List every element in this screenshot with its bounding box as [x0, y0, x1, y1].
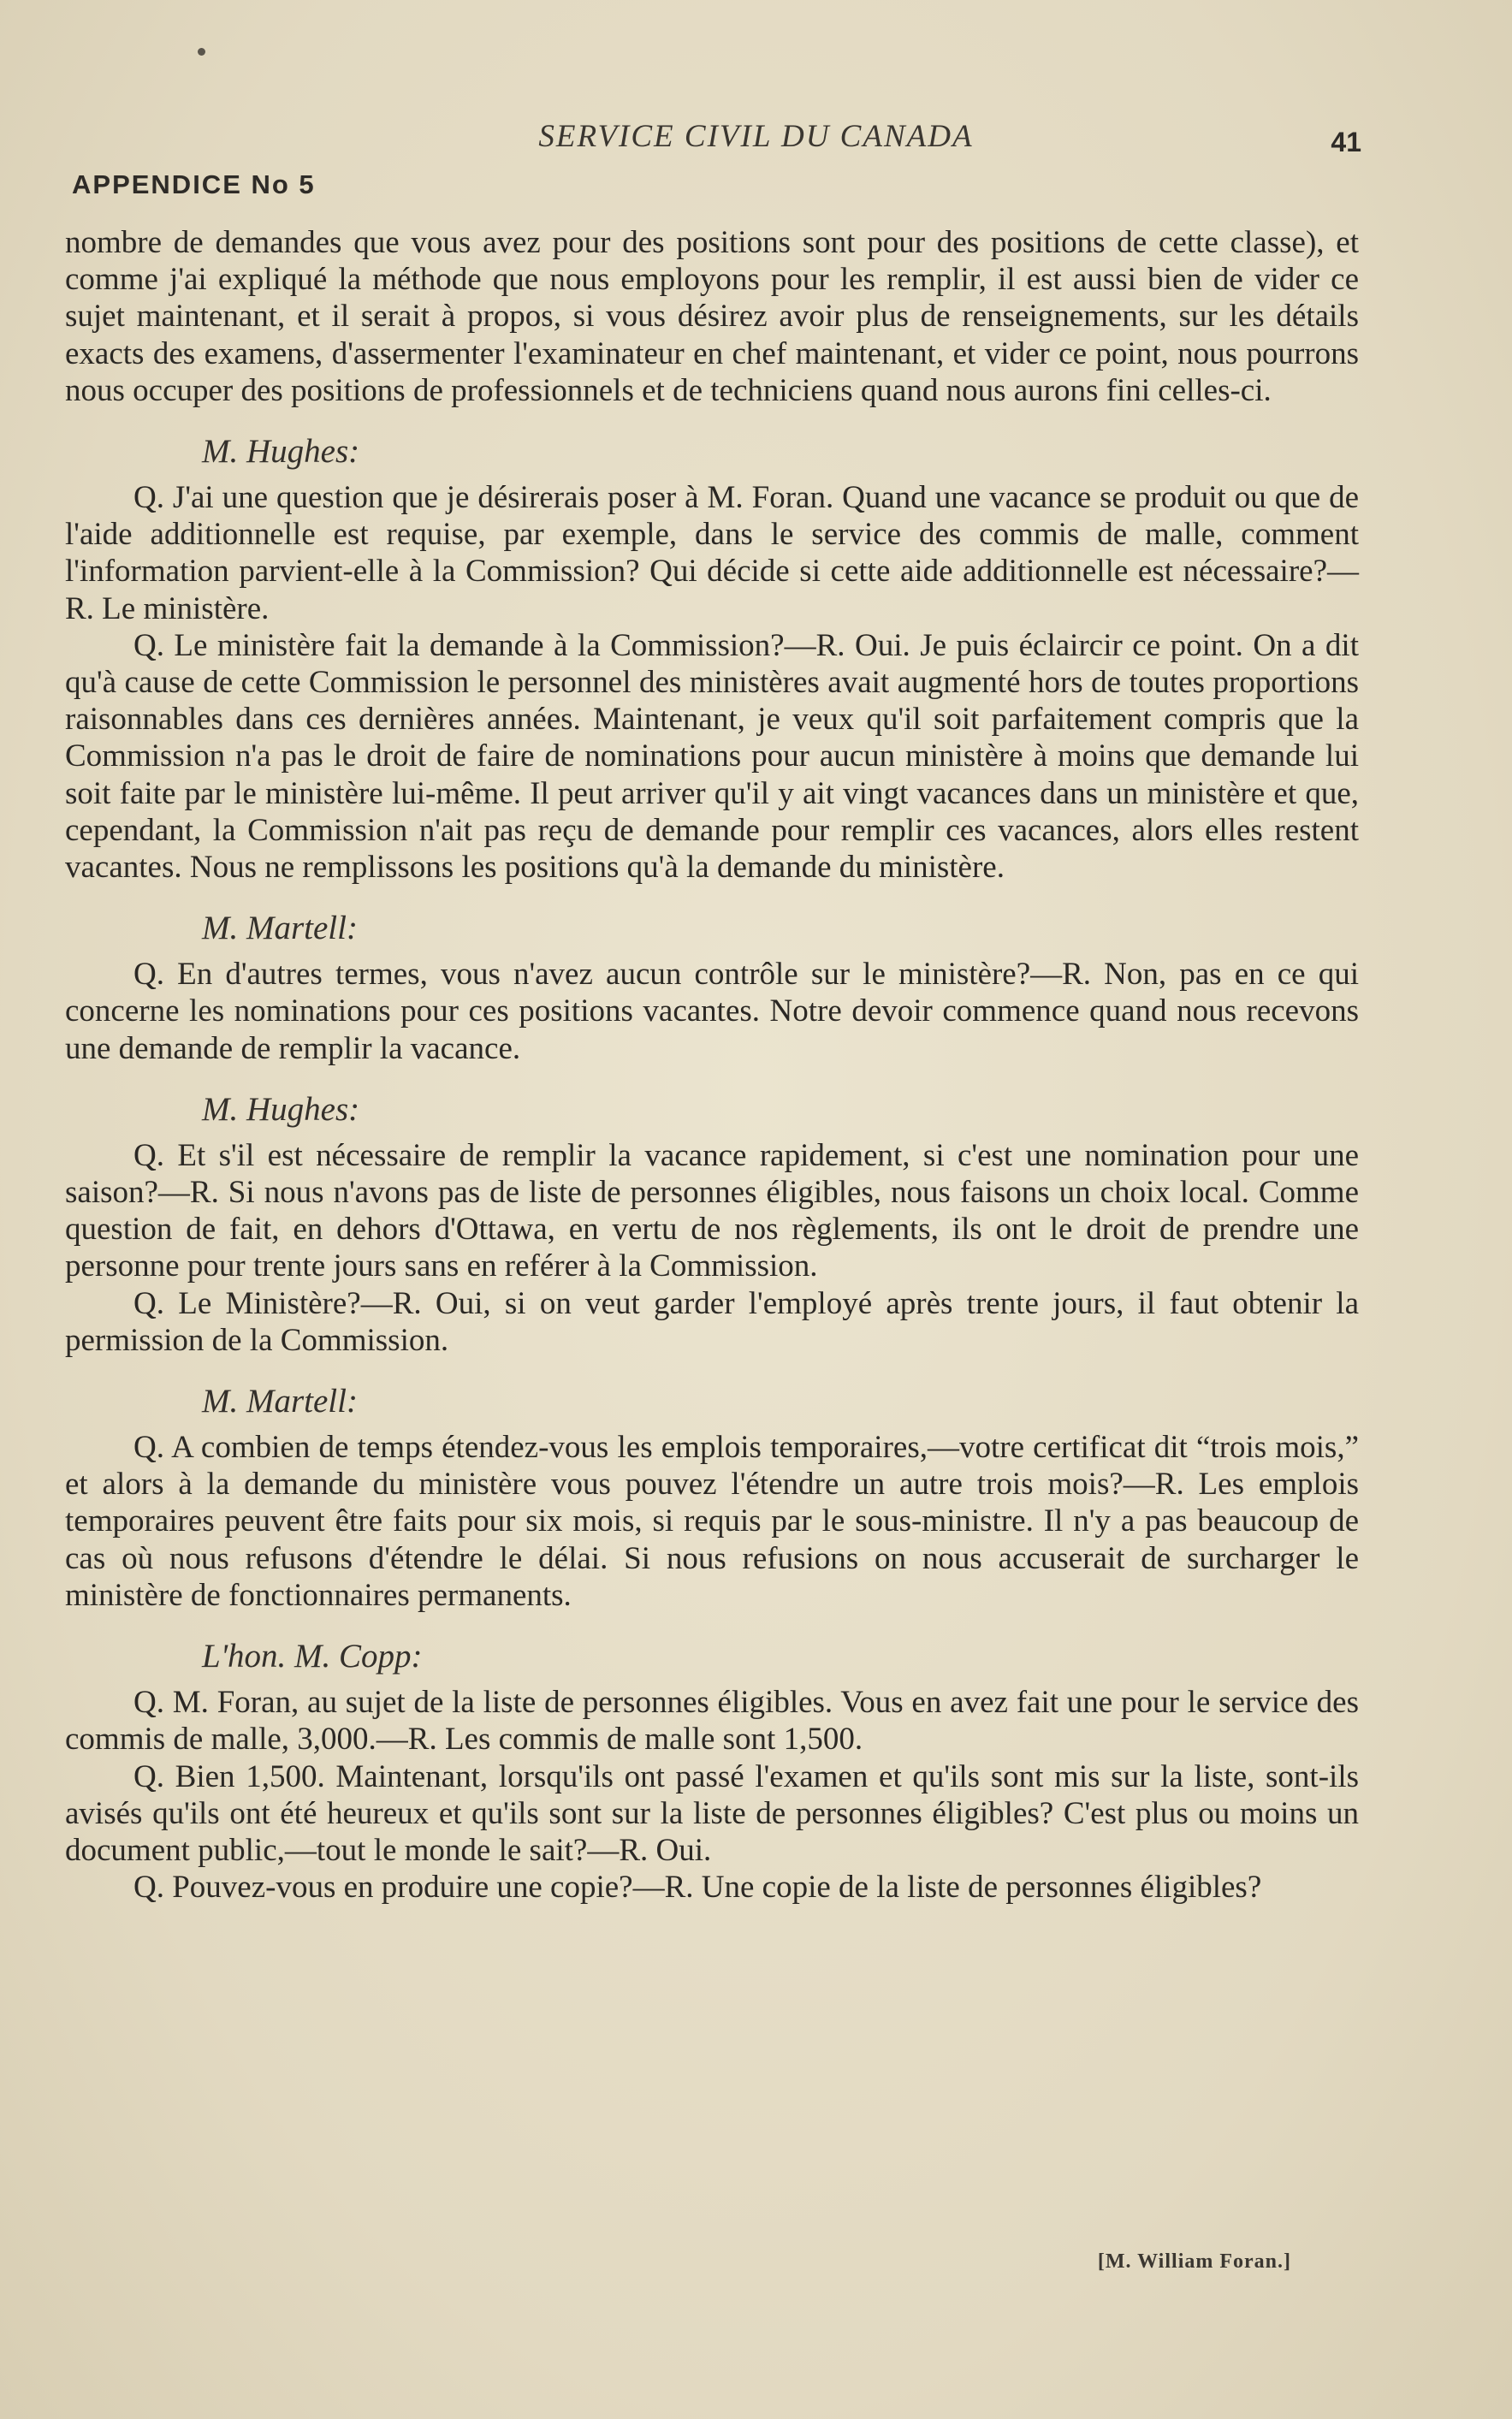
speaker-heading: M. Hughes: [202, 433, 360, 471]
running-title: SERVICE CIVIL DU CANADA [538, 119, 974, 154]
paragraph: Q. Le Ministère?—R. Oui, si on veut garder l'employé après trente jours, il faut obtenir la permission de la Commission. [65, 1285, 1359, 1358]
paragraph: nombre de demandes que vous avez pour des positions sont pour des positions de cette classe), et comme j'ai expliqué la méthode que nous employons pour les remplir, il est aussi bien de vider ce sujet maintenant, et il serait à propos, si vous désirez avoir plus de renseignements, sur les détails exacts des examens, d'assermenter l'examinateur en chef maintenant, et vider ce point, nous pourrons nous occuper des positions de professionnels et de techniciens quand nous aurons fini celles-ci. [65, 225, 1359, 408]
paragraph: Q. En d'autres termes, vous n'avez aucun contrôle sur le ministère?—R. Non, pas en ce qui concerne les nominations pour ces positions vacantes. Notre devoir commence quand nous recevons une demande de remplir la vacance. [65, 957, 1359, 1066]
paragraph: Q. M. Foran, au sujet de la liste de personnes éligibles. Vous en avez fait une pour le service des commis de malle, 3,000.—R. Les commis de malle sont 1,500. [65, 1685, 1359, 1758]
paragraph: Q. J'ai une question que je désirerais poser à M. Foran. Quand une vacance se produit ou que de l'aide additionnelle est requise, par exemple, dans le service des commis de malle, comment l'information parvient-elle à la Commission? Qui décide si cette aide additionnelle est nécessaire?—R. Le ministère. [65, 480, 1359, 626]
appendix-label: APPENDICE No 5 [72, 169, 316, 199]
speaker-signature: [M. William Foran.] [1097, 2250, 1291, 2273]
body-text [65, 224, 1359, 1906]
speaker-heading: L'hon. M. Copp: [202, 1638, 423, 1675]
ink-speck [198, 48, 205, 56]
paragraph: Q. A combien de temps étendez-vous les emplois temporaires,—votre certificat dit “trois mois,” et alors à la demande du ministère vous pouvez l'étendre un autre trois mois?—R. Les emplois temporaires peuvent être faits pour six mois, si requis par le sous-ministre. Il n'y a pas beaucoup de cas où nous refusons d'étendre le délai. Si nous refusions on nous accuserait de surcharger le ministère de fonctionnaires permanents. [65, 1430, 1359, 1613]
speaker-heading: M. Martell: [202, 910, 358, 947]
paragraph: Q. Pouvez-vous en produire une copie?—R. Une copie de la liste de personnes éligibles? [133, 1870, 1262, 1906]
speaker-heading: M. Martell: [202, 1383, 358, 1420]
paragraph: Q. Le ministère fait la demande à la Commission?—R. Oui. Je puis éclaircir ce point. On a dit qu'à cause de cette Commission le personnel des ministères avait augmenté hors de toutes proportions raisonnables dans ces dernières années. Maintenant, je veux qu'il soit parfaitement compris que la Commission n'a pas le droit de faire de nominations pour aucun ministère à moins que demande lui soit faite par le ministère lui-même. Il peut arriver qu'il y ait vingt vacances dans un ministère et que, cependant, la Commission n'ait pas reçu de demande pour remplir ces vacances, alors elles restent vacantes. Nous ne remplissons les positions qu'à la demande du ministère. [65, 627, 1359, 886]
speaker-heading: M. Hughes: [202, 1090, 360, 1128]
paragraph: Q. Et s'il est nécessaire de remplir la vacance rapidement, si c'est une nomination pour une saison?—R. Si nous n'avons pas de liste de personnes éligibles, nous faisons un choix local. Comme question de fait, en dehors d'Ottawa, en vertu de nos règlements, ils ont le droit de prendre une personne pour trente jours sans en reférer à la Commission. [65, 1137, 1359, 1284]
page-number: 41 [1331, 127, 1361, 157]
paragraph: Q. Bien 1,500. Maintenant, lorsqu'ils ont passé l'examen et qu'ils sont mis sur la liste, sont-ils avisés qu'ils ont été heureux et qu'ils sont sur la liste de personnes éligibles? C'est plus ou moins un document public,—tout le monde le sait?—R. Oui. [65, 1758, 1359, 1868]
